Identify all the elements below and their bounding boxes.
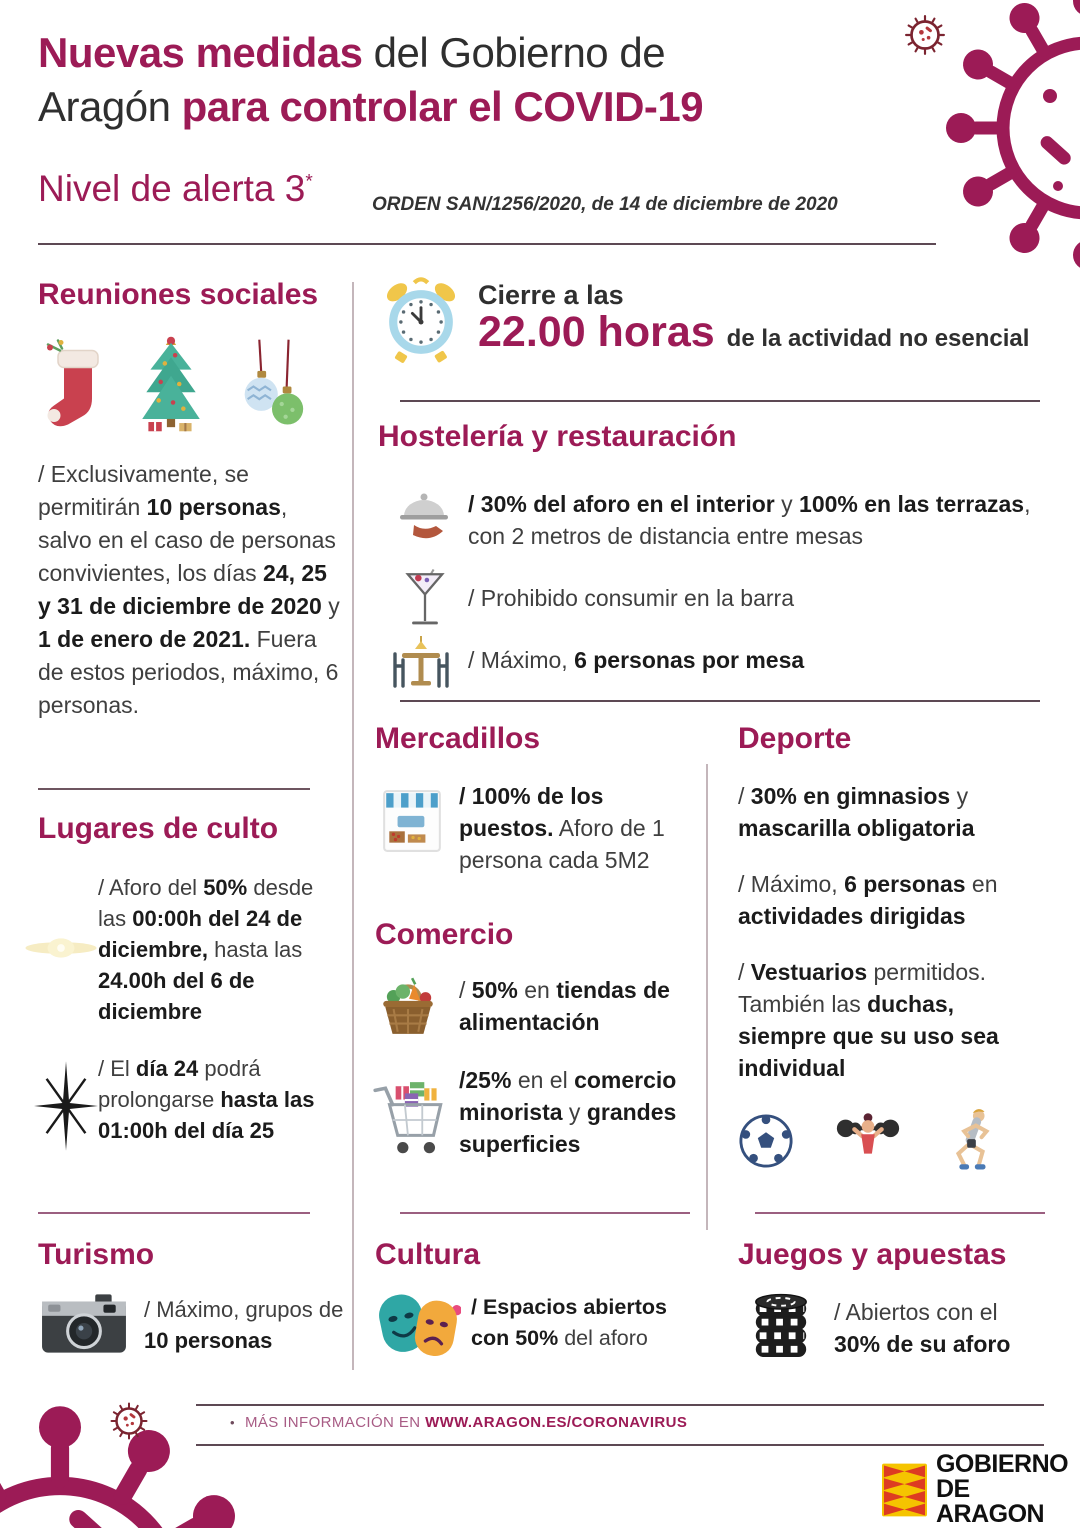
section-title: Juegos y apuestas [738, 1238, 1007, 1271]
christmas-ornaments-icon [232, 336, 310, 436]
section-reuniones-sociales [38, 278, 344, 722]
title-rest-1: del Gobierno de [362, 29, 666, 76]
divider [400, 700, 1040, 702]
closure-time-row [478, 308, 1029, 357]
hosteleria-text-3: / Máximo, 6 personas por mesa [468, 647, 805, 673]
section-title: Mercadillos [375, 722, 541, 755]
hosteleria-text-1: / 30% del aforo en el interior y 100% en las terrazas, con 2 metros de distancia entre mesas [468, 491, 1031, 549]
reuniones-text: / Exclusivamente, se permitirán 10 personas, salvo en el caso de personas convivientes, los días 24, 25 y 31 de diciembre de 2020 y 1 de enero de 2021. Fuera de estos periodos, máximo, 6 personas. [38, 461, 340, 718]
closure-line1: Cierre a las [478, 280, 624, 310]
alarm-clock-icon [382, 276, 460, 368]
section-title: Cultura [375, 1238, 480, 1271]
section-title: Lugares de culto [38, 812, 279, 845]
section-title: Comercio [375, 918, 514, 951]
cocktail-glass-icon [404, 568, 446, 634]
serving-cloche-icon [396, 486, 452, 542]
glowing-star-icon [22, 924, 100, 972]
christmas-icons-row [38, 328, 344, 436]
footer-info-url: WWW.ARAGON.ES/CORONAVIRUS [425, 1414, 688, 1431]
section-title: Hostelería y restauración [378, 420, 737, 453]
section-title: Turismo [38, 1238, 155, 1271]
divider [38, 788, 310, 790]
divider [38, 1212, 310, 1214]
section-cultura [375, 1238, 697, 1354]
vertical-divider [706, 764, 708, 1230]
footer-divider-bottom [196, 1444, 1044, 1446]
footer-info-prefix: MÁS INFORMACIÓN EN [244, 1414, 426, 1431]
aragon-flag-icon [882, 1463, 927, 1517]
culto-text-2: / El día 24 podrá prolongarse hasta las 01:00h del día 25 [98, 1056, 315, 1143]
title-accent-2: para controlar el COVID-19 [181, 83, 704, 130]
alert-level: Nivel de alerta 3* [38, 168, 313, 209]
page-title [38, 26, 938, 134]
camera-icon [40, 1290, 128, 1356]
turismo-text: / Máximo, grupos de 10 personas [144, 1297, 344, 1353]
christmas-tree-icon [134, 332, 208, 436]
order-reference: ORDEN SAN/1256/2020, de 14 de diciembre de 2020 [372, 194, 838, 215]
closure-line2: de la actividad no esencial [726, 325, 1030, 352]
mercadillos-text: / 100% de los puestos. Aforo de 1 persona cada 5M2 [459, 783, 665, 873]
section-lugares-de-culto [38, 812, 346, 1146]
divider [400, 1212, 690, 1214]
christmas-stocking-icon [38, 336, 110, 436]
logo-text: GOBIERNO DE ARAGON [935, 1450, 1069, 1528]
gobierno-aragon-logo [882, 1452, 1080, 1527]
section-title: Deporte [738, 722, 852, 755]
divider [755, 1212, 1045, 1214]
footer-divider-top [196, 1404, 1044, 1406]
closure-banner [378, 272, 1040, 400]
footer-info [230, 1414, 687, 1431]
theater-masks-icon [375, 1284, 461, 1366]
hosteleria-item [378, 644, 1044, 676]
deporte-text-3: / Vestuarios permitidos. También las duchas, siempre que su uso sea individual [738, 959, 999, 1081]
divider [400, 400, 1040, 402]
juegos-text: / Abiertos con el 30% de su aforo [834, 1299, 1011, 1357]
grocery-basket-icon [375, 974, 441, 1038]
virus-small-icon [104, 1396, 154, 1446]
hosteleria-item [378, 488, 1044, 552]
culto-text-1: / Aforo del 50% desde las 00:00h del 24 de diciembre, hasta las 24.00h del 6 de diciembre [98, 875, 314, 1024]
section-hosteleria [378, 420, 1044, 676]
market-stall-icon [381, 788, 443, 854]
shopping-cart-icon [371, 1076, 451, 1164]
cultura-text: / Espacios abiertos con 50% del aforo [471, 1295, 667, 1350]
section-mercadillos [375, 722, 690, 876]
title-rest-2: Aragón [38, 83, 182, 130]
hosteleria-item [378, 582, 1044, 614]
sparkle-star-icon [34, 1060, 98, 1152]
section-juegos-apuestas [738, 1238, 1046, 1360]
poker-chips-icon [750, 1290, 812, 1364]
deporte-text-1: / 30% en gimnasios y mascarilla obligatoria [738, 783, 975, 841]
bullet: • [230, 1415, 235, 1430]
alert-asterisk: * [305, 171, 313, 193]
header-divider [38, 243, 936, 245]
virus-large-icon [938, 0, 1080, 278]
section-title: Reuniones sociales [38, 278, 319, 311]
title-accent-1: Nuevas medidas [38, 29, 363, 76]
soccer-ball-icon [738, 1113, 794, 1169]
hosteleria-text-2: / Prohibido consumir en la barra [468, 585, 794, 611]
sport-icons-row [738, 1104, 1046, 1178]
weightlifter-icon [832, 1105, 904, 1177]
vertical-divider [352, 282, 354, 1370]
comercio-text-2: /25% en el comercio minorista y grandes superficies [459, 1067, 677, 1157]
section-comercio [375, 918, 690, 1160]
closure-time: 22.00 horas [478, 308, 715, 356]
table-chairs-icon [386, 636, 456, 692]
section-deporte [738, 722, 1046, 1178]
runner-icon [942, 1104, 1000, 1178]
comercio-text-1: / 50% en tiendas de alimentación [459, 977, 670, 1035]
deporte-text-2: / Máximo, 6 personas en actividades dirigidas [738, 871, 998, 929]
section-turismo [38, 1238, 348, 1356]
